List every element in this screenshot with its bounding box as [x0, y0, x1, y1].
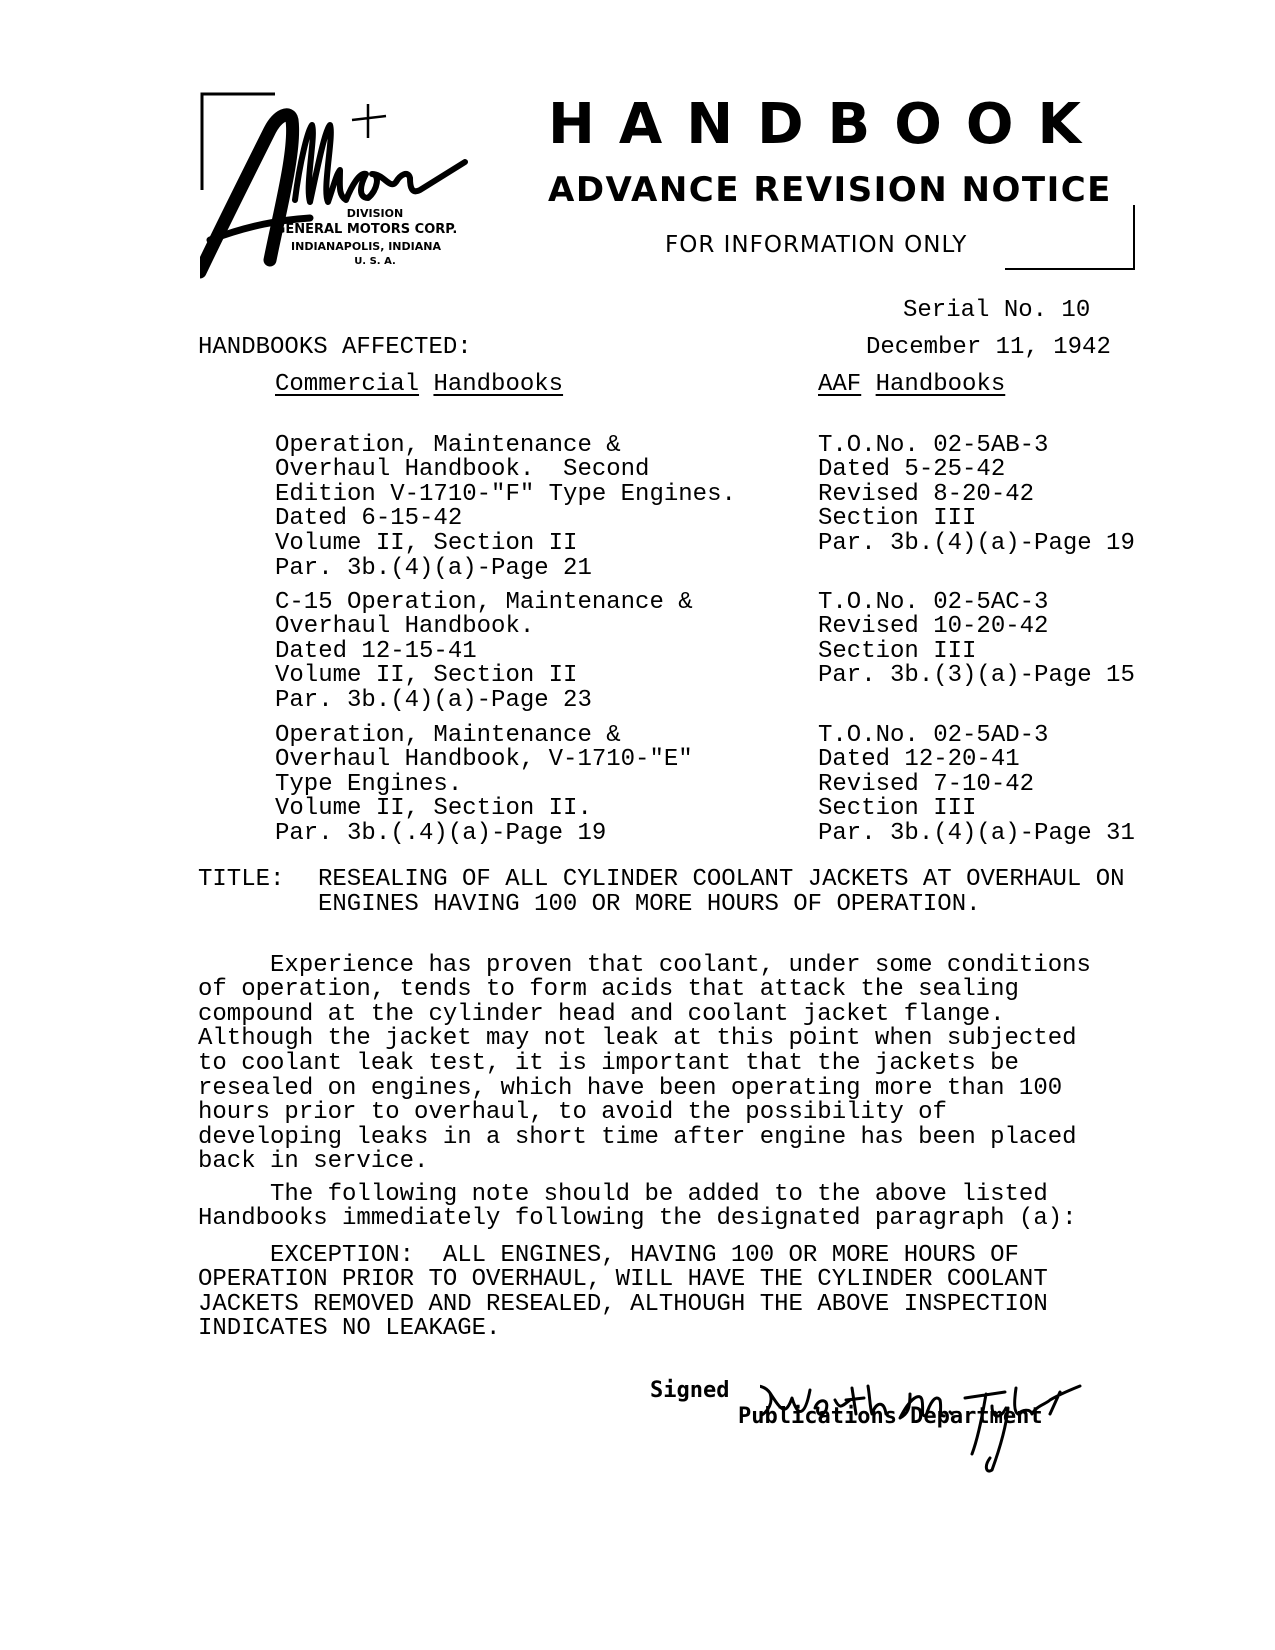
aaf-word: AAF — [818, 371, 862, 398]
advance-revision-notice-subtitle: ADVANCE REVISION NOTICE — [548, 170, 1112, 210]
aaf-handbooks-heading — [818, 373, 1005, 398]
notice-date: December 11, 1942 — [866, 334, 1111, 361]
signed-label: Signed — [650, 1378, 730, 1403]
commercial-entry-3 — [275, 699, 693, 871]
paragraph-line: compound at the cylinder head and coolant jacket flange. — [198, 1000, 1005, 1028]
entry-line: Par. 3b.(.4)(a)-Page 19 — [275, 819, 607, 847]
allison-logo — [200, 90, 480, 280]
handbooks-affected-label: HANDBOOKS AFFECTED: — [198, 334, 472, 361]
paragraph-line: EXCEPTION: ALL ENGINES, HAVING 100 OR MORE HOURS OF — [198, 1241, 1019, 1269]
aaf-entry-1 — [818, 409, 1135, 581]
title-line-1: RESEALING OF ALL CYLINDER COOLANT JACKETS AT OVERHAUL ON — [318, 866, 1125, 893]
handbooks-word: Handbooks — [433, 371, 564, 398]
paragraph-line: The following note should be added to the above listed — [198, 1180, 1048, 1208]
serial-number: Serial No. 10 — [903, 297, 1091, 324]
entry-line: Dated 12-20-41 — [818, 746, 1020, 774]
entry-line: Type Engines. — [275, 770, 463, 798]
exception-paragraph — [198, 1219, 1048, 1367]
logo-division-text: DIVISION — [346, 207, 404, 220]
entry-line: Par. 3b.(4)(a)-Page 21 — [275, 554, 592, 582]
entry-line: Par. 3b.(4)(a)-Page 19 — [818, 529, 1135, 557]
entry-line: Revised 10-20-42 — [818, 613, 1049, 641]
entry-line: Overhaul Handbook, V-1710-"E" — [275, 746, 693, 774]
entry-line: Dated 12-15-41 — [275, 637, 477, 665]
entry-line: Edition V-1710-"F" Type Engines. — [275, 480, 736, 508]
title-label: TITLE: — [198, 866, 285, 893]
paragraph-line: back in service. — [198, 1148, 429, 1176]
publications-department-label: Publications Department — [738, 1404, 1043, 1429]
entry-line: Volume II, Section II. — [275, 795, 592, 823]
entry-line: Revised 7-10-42 — [818, 770, 1035, 798]
paragraph-line: of operation, tends to form acids that attack the sealing — [198, 976, 1019, 1004]
entry-line: Par. 3b.(3)(a)-Page 15 — [818, 662, 1135, 690]
handwritten-signature — [760, 1378, 1120, 1478]
paragraph-line: INDICATES NO LEAKAGE. — [198, 1315, 501, 1343]
paragraph-line: Experience has proven that coolant, under some conditions — [198, 951, 1091, 979]
entry-line: Par. 3b.(4)(a)-Page 23 — [275, 686, 592, 714]
entry-line: Section III — [818, 795, 977, 823]
title-line-2: ENGINES HAVING 100 OR MORE HOURS OF OPERATION. — [318, 891, 981, 918]
paragraph-line: developing leaks in a short time after engine has been placed — [198, 1123, 1077, 1151]
logo-company-text: GENERAL MOTORS CORP. — [274, 222, 458, 237]
entry-line: T.O.No. 02-5AD-3 — [818, 721, 1049, 749]
signature-scribble-icon — [760, 1378, 1120, 1478]
entry-line: Operation, Maintenance & — [275, 721, 621, 749]
header-bracket-divider — [1133, 205, 1135, 269]
commercial-handbooks-heading — [275, 373, 563, 398]
header-rule-divider — [1005, 268, 1135, 270]
paragraph-line: JACKETS REMOVED AND RESEALED, ALTHOUGH THE ABOVE INSPECTION — [198, 1290, 1048, 1318]
aaf-entry-2 — [818, 566, 1135, 714]
entry-line: Volume II, Section II — [275, 662, 578, 690]
entry-line: Section III — [818, 637, 977, 665]
entry-line: Operation, Maintenance & — [275, 431, 621, 459]
paragraph-line: Handbooks immediately following the designated paragraph (a): — [198, 1205, 1077, 1233]
paragraph-line: resealed on engines, which have been operating more than 100 — [198, 1074, 1063, 1102]
entry-line: Overhaul Handbook. Second — [275, 456, 650, 484]
paragraph-line: hours prior to overhaul, to avoid the possibility of — [198, 1099, 947, 1127]
handbook-title: HANDBOOK — [548, 92, 1105, 157]
entry-line: Dated 6-15-42 — [275, 505, 463, 533]
entry-line: Section III — [818, 505, 977, 533]
logo-country-text: U. S. A. — [354, 256, 396, 267]
entry-line: Revised 8-20-42 — [818, 480, 1035, 508]
paragraph-line: Although the jacket may not leak at this point when subjected — [198, 1025, 1077, 1053]
aaf-entry-3 — [818, 699, 1135, 871]
paragraph-line: to coolant leak test, it is important that the jackets be — [198, 1049, 1019, 1077]
handbooks-word: Handbooks — [875, 371, 1006, 398]
entry-line: Overhaul Handbook. — [275, 613, 535, 641]
entry-line: C-15 Operation, Maintenance & — [275, 588, 693, 616]
commercial-word: Commercial — [275, 371, 420, 398]
information-only-label: FOR INFORMATION ONLY — [665, 232, 968, 258]
entry-line: Volume II, Section II — [275, 529, 578, 557]
entry-line: Dated 5-25-42 — [818, 456, 1006, 484]
entry-line: Par. 3b.(4)(a)-Page 31 — [818, 819, 1135, 847]
paragraph-line: OPERATION PRIOR TO OVERHAUL, WILL HAVE THE CYLINDER COOLANT — [198, 1266, 1048, 1294]
logo-city-text: INDIANAPOLIS, INDIANA — [291, 240, 441, 253]
entry-line: T.O.No. 02-5AC-3 — [818, 588, 1049, 616]
entry-line: T.O.No. 02-5AB-3 — [818, 431, 1049, 459]
